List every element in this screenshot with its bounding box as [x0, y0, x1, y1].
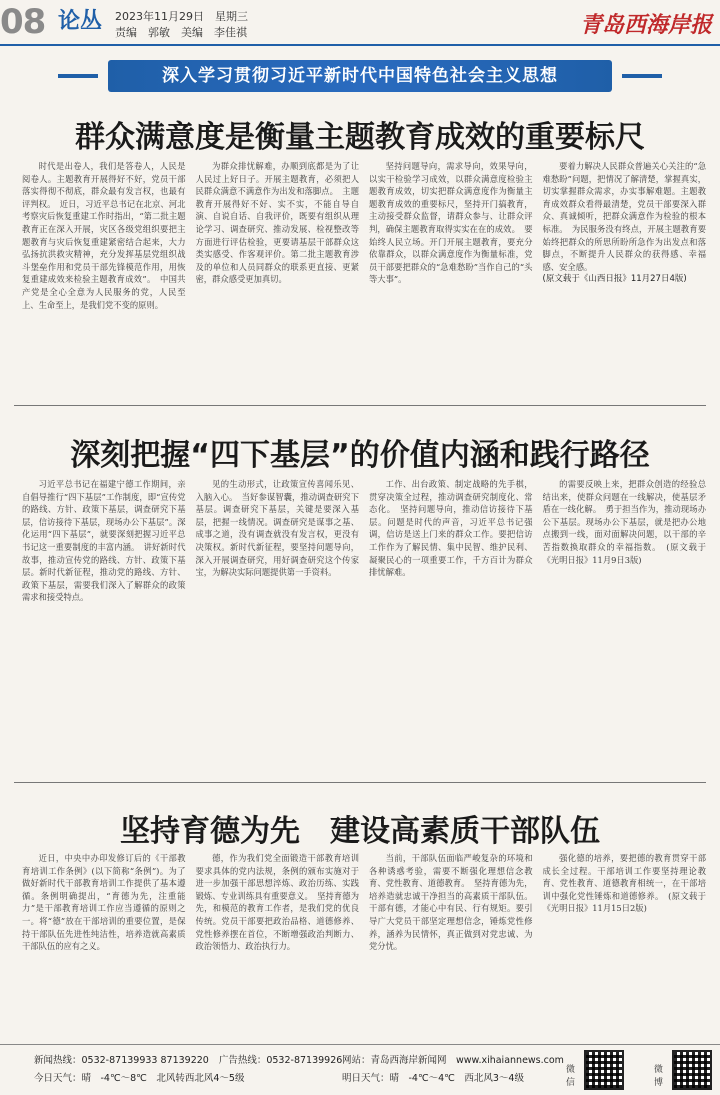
article-text: 的需要反映上来，把群众创造的经验总结出来，使群众问题在一线解决，使基层矛盾在一线化解。 勇于担当作为，推动现场办公下基层。现场办公下基层，就是把办公地点搬到一线，面对面解决问题，以干部的辛苦指数换取群众的幸福指数。 (原文载于《光明日报》11月9日3版)	[542, 479, 706, 565]
page-header	[0, 0, 720, 48]
article-2-col-3	[369, 478, 533, 770]
article-text: 要着力解决人民群众普遍关心关注的“急难愁盼”问题，把情况了解清楚，掌握真实，切实掌握群众需求，办实事解难题。主题教育成效群众看得最清楚，党员干部要深入群众、真诚倾听，把群众满意作为检验的根本标准。 为民服务没有终点，开展主题教育要始终把群众的所思所盼所急作为出发点和落脚点，不断提升人民群众的获得感、幸福感、安全感。	[542, 161, 706, 272]
article-1-title: 群众满意度是衡量主题教育成效的重要标尺	[75, 120, 645, 155]
article-text: 近日，中央中办印发修订后的《干部教育培训工作条例》(以下简称“条例”)。为了做好新时代干部教育培训工作提供了基本遵循。条例明确提出，“育德为先，注重能力”是干部教育培训工作应当遵循的原则之一。将“德”放在干部培训的重要位置，是保持干部队伍先进性纯洁性，培养造就高素质干部队伍的应有之义。	[22, 853, 186, 952]
article-2-col-1	[22, 478, 186, 770]
article-3-col-4	[543, 852, 707, 1042]
weibo-qr-icon[interactable]	[672, 1050, 712, 1090]
ad-hotline: 广告热线：0532-87139926	[218, 1055, 343, 1066]
topic-banner: 深入学习贯彻习近平新时代中国特色社会主义思想	[108, 60, 612, 92]
section-divider	[14, 405, 706, 406]
article-3-col-1	[22, 852, 186, 1042]
article-1-col-1	[22, 160, 186, 395]
header-divider	[0, 44, 720, 46]
article-text: 坚持问题导向，需求导向，效果导向，以实干检验学习成效，以群众满意度检验主题教育成效，切实把群众满意度作为衡量主题教育成效的重要标尺，坚持开门搞教育，主动接受群众监督，请群众参与、让群众评判，确保主题教育取得实实在在的成效。 要始终人民立场。开门开展主题教育，要充分依靠群众，以群众满意度作为衡量标准，党员干部要把群众的“急难愁盼”当作自己的“头等大事”。	[369, 161, 533, 285]
article-3-col-2	[196, 852, 360, 1042]
issue-date: 2023年11月29日 星期三	[115, 10, 248, 23]
article-text: 见的生动形式，让政策宣传喜闻乐见、入脑入心。 当好参谋智囊，推动调查研究下基层。调查研究下基层，关键是要深入基层，把握一线情况。调查研究是谋事之基、成事之道，没有调查就没有发言权，更没有决策权。新时代新征程，要坚持问题导向，深入开展调查研究，用好调查研究这个传家宝，为解决实际问题提供第一手资料。	[195, 479, 359, 578]
page-footer	[0, 1048, 720, 1095]
article-1-col-3	[369, 160, 533, 395]
article-1-source: (原文载于《山西日报》11月27日4版)	[542, 274, 687, 285]
website-link[interactable]: 网站：青岛西海岸新闻网 www.xihaiannews.com	[342, 1055, 564, 1066]
section-divider	[14, 782, 706, 783]
weibo-label: 微博	[654, 1065, 664, 1088]
wechat-qr-icon[interactable]	[584, 1050, 624, 1090]
article-3-body	[22, 852, 706, 1042]
article-3-title: 坚持育德为先 建设高素质干部队伍	[120, 814, 600, 849]
article-1-col-2	[196, 160, 360, 395]
footer-divider	[0, 1044, 720, 1045]
news-hotline: 新闻热线：0532-87139933 87139220	[34, 1055, 209, 1066]
weather-today: 今日天气：晴 -4℃～8℃ 北风转西北风4～5级	[34, 1073, 245, 1084]
article-text: 德，作为我们党全面锻造干部教育培训要求具体的党内法规，条例的颁布实施对于进一步加强干部思想淬炼、政治历练、实践锻炼、专业训练具有重要意义。 坚持育德为先，和模范的教育工作者，是我们党的优良传统。党员干部要把政治品格、道德修养、党性修养摆在首位，不断增强政治判断力、政治领悟力、政治执行力。	[195, 853, 359, 952]
article-text: 工作、出台政策、制定战略的先手棋，贯穿决策全过程，推动调查研究制度化、常态化。 坚持问题导向，推动信访接待下基层。问题是时代的声音，习近平总书记强调，信访是送上门来的群众工作。要把信访工作作为了解民情、集中民智、维护民利、凝聚民心的一项重要工作，千方百计为群众排忧解难。	[369, 479, 533, 578]
article-2-body	[22, 478, 706, 770]
masthead-logo: 青岛西海岸报	[579, 12, 712, 38]
article-2-title: 深刻把握“四下基层”的价值内涵和践行路径	[70, 438, 650, 473]
article-text: 当前，干部队伍面临严峻复杂的环境和各种诱惑考验，需要不断强化理想信念教育、党性教育、道德教育。 坚持育德为先，培养造就忠诚干净担当的高素质干部队伍。干部有德，才能心中有民、行有规矩。要引导广大党员干部坚定理想信念，锤炼党性修养，涵养为民情怀，真正做到对党忠诚、为党分忧。	[369, 853, 533, 952]
page-number: 08	[0, 2, 46, 42]
editor-credits: 责编 郭敏 美编 李佳祺	[115, 26, 247, 39]
article-text: 强化德的培养，要把德的教育贯穿干部成长全过程。干部培训工作要坚持理论教育、党性教育、道德教育相统一，在干部培训中强化党性锤炼和道德修养。 (原文载于《光明日报》11月15日2版)	[542, 853, 706, 914]
article-3-col-3	[369, 852, 533, 1042]
article-1-col-4	[543, 160, 707, 395]
article-text: 习近平总书记在福建宁德工作期间，亲自倡导推行“四下基层”工作制度，即“宣传党的路线、方针、政策下基层，调查研究下基层，信访接待下基层，现场办公下基层”。深化运用“四下基层”，就要深刻把握习近平总书记这一重要制度的丰富内涵。 讲好新时代故事，推动宣传党的路线、方针、政策下基层。新时代新征程，推动党的路线、方针、政策下基层，需要我们深入了解群众的政策需求和接受特点。	[22, 479, 186, 603]
article-text: 为群众排忧解难，办顺到底都是为了让人民过上好日子。开展主题教育，必须把人民群众满意不满意作为出发和落脚点。 主题教育开展得好不好、实不实，不能自导自演、自说自话、自我评价，既要有组织从理论学习、调查研究、推动发展、检视整改等方面进行评估检验，更要请基层干部群众这类实感受、作客观评价。第二批主题教育涉及的单位和人员同群众的联系更直接、更紧密，群众感受更加真切。	[195, 161, 359, 285]
article-2-col-4	[543, 478, 707, 770]
article-1-body	[22, 160, 706, 395]
weather-tomorrow: 明日天气：晴 -4℃～4℃ 西北风3～4级	[342, 1073, 524, 1084]
article-text: 时代是出卷人，我们是答卷人，人民是阅卷人。主题教育开展得好不好，党员干部落实得彻不彻底，群众最有发言权，也最有评判权。 近日，习近平总书记在北京、河北考察灾后恢复重建工作时指出，“第二批主题教育正在深入开展，灾区各级党组织要把主题教育与灾后恢复重建紧密结合起来，大力弘扬抗洪救灾精神，充分发挥基层党组织战斗堡垒作用和党员干部先锋模范作用，用恢复重建成效来检验主题教育成效”。 中国共产党是全心全意为人民服务的党，人民至上、生命至上，是我们党不变的原则。	[22, 161, 186, 310]
wechat-label: 微信	[566, 1065, 576, 1088]
section-name: 论丛	[58, 9, 103, 34]
article-2-col-2	[196, 478, 360, 770]
